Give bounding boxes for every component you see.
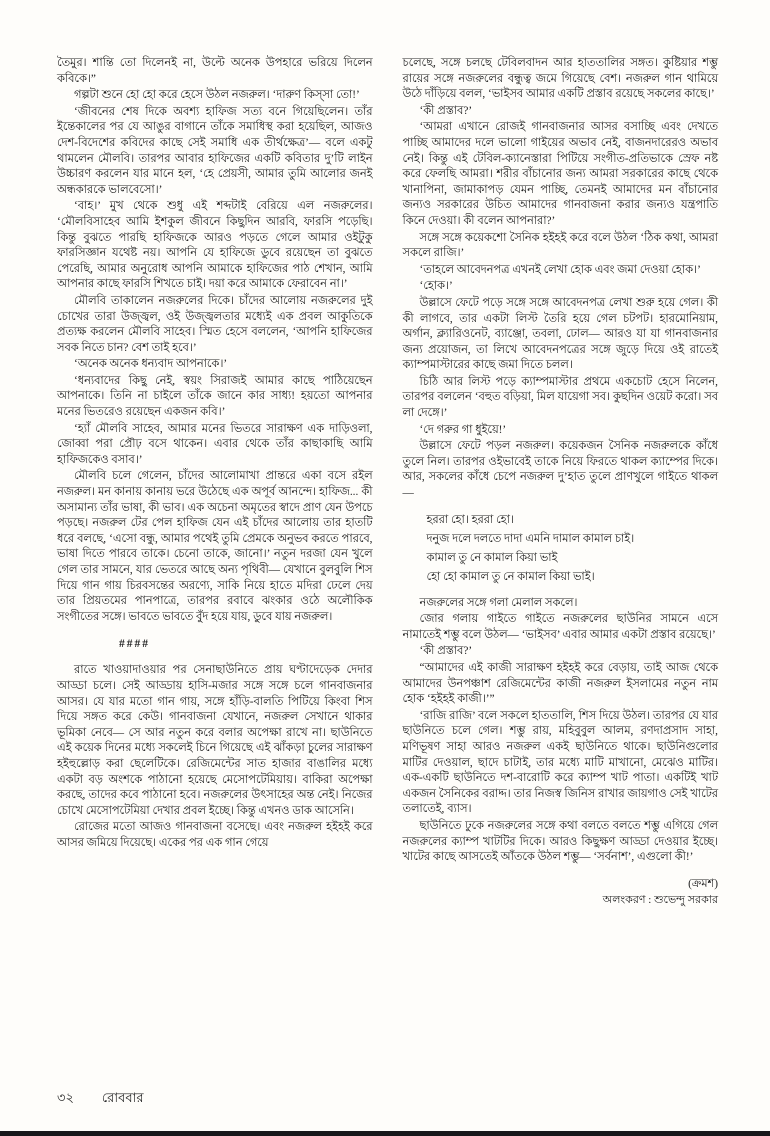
- verse-line: কামাল তু নে কামাল কিয়া ভাই: [426, 551, 558, 564]
- verse-line: হররা হো। হররা হো।: [426, 513, 514, 526]
- paragraph: তৈমুর। শান্তি তো দিলেনই না, উল্টে অনেক উপহারে ভরিয়ে দিলেন কবিকে।”: [57, 57, 373, 85]
- paragraph: রাতে খাওয়াদাওয়ার পর সেনাছাউনিতে প্রায় ঘণ্টাদেড়েক দেদার আড্ডা চলে। সেই আড্ডায় হাসি-মজার সঙ্গে সঙ্গে চলে গানবাজনার আসর। যে যার মতো গান গায়, সঙ্গে হাঁড়ি-বালতি পিটিয়ে কিংবা শিস দিয়ে সঙ্গত করে কেউ। গানবাজনা যেখানে, নজরুল সেখানে থাকার ভূমিকা নেবে— সে আর নতুন করে বলার অপেক্ষা রাখে না। ছাউনিতে এই কয়েক দিনের মধ্যে সকলেই চিনে গিয়েছে এই ঝাঁকড়া চুলের সারাক্ষণ হইহুল্লোড় করা ছেলেটিকে। রেজিমেন্টের সাত হাজার বাঙালির মধ্যে একটা বড় অংশকে পাঠানো হয়েছে মেসোপটেমিয়ায়। বাকিরা অপেক্ষা করছে, তাদের কবে পাঠানো হবে। নজরুলের উৎসাহের অন্ত নেই। নিজের চোখে মেসোপটেমিয়া দেখার প্রবল ইচ্ছে। কিন্তু এখনও ডাক আসেনি।: [57, 664, 373, 817]
- paragraph: গল্পটা শুনে হো হো করে হেসে উঠল নজরুল। ‘দারুণ কিস্সা তো!’: [74, 89, 360, 102]
- paragraph: ‘জীবনের শেষ দিকে অবশ্য হাফিজ সত্য বনে গিয়েছিলেন। তাঁর ইন্তেকালের পর যে আঙুর বাগানে তাঁকে সমাধিস্থ করা হয়েছিল, আজও দেশ-বিদেশের কবিদের কাছে সেই সমাধি এক তীর্থক্ষেত্র’— বলে একটু থামলেন মৌলবি। তারপর আবার হাফিজের একটি কবিতার দু’টি লাইন উচ্চারণ করলেন যার মানে হল, ‘হে প্রেয়সী, আমার তুমি আলোর জনই অন্ধকারকে ভালবেসো।’: [57, 105, 373, 196]
- text-columns: [57, 56, 718, 908]
- paragraph: চিঠি আর লিস্ট পড়ে ক্যাম্পমাস্টার প্রথমে একচোট হেসে নিলেন, তারপর বললেন ‘বহুত বড়িয়া, মিল যায়েগা সব। কুছদিন ওয়েট করো। সব লা দেঙ্গে।’: [402, 375, 718, 420]
- paragraph: রোজের মতো আজও গানবাজনা বসেছে। এবং নজরুল হইহই করে আসর জমিয়ে দিয়েছে। একের পর এক গান গেয়ে: [57, 821, 373, 849]
- song-verse: [427, 511, 719, 587]
- paragraph: সঙ্গে সঙ্গে কয়েকশো সৈনিক হইহই করে বলে উঠল ‘ঠিক কথা, আমরা সকলে রাজি।’: [402, 231, 718, 260]
- paragraph: ‘কী প্রস্তাব?’: [419, 104, 473, 117]
- paragraph: মৌলবি চলে গেলেন, চাঁদের আলোমাখা প্রান্তরে একা বসে রইল নজরুল। মন কানায় কানায় ভরে উঠেছে এক অপূর্ব আনন্দে। হাফিজ... কী অসামান্য তাঁর ভাষা, কী ভাব। এক অচেনা অমৃতের স্বাদে প্রাণ যেন উপচে পড়ছে। নজরুল টের পেল হাফিজ যেন এই চাঁদের আলোয় তার হাতটি ধরে বলছে, ‘এসো বন্ধু, আমার পথেই তুমি প্রেমকে অনুভব করতে পারবে, ভাষা দিতে পারবে তাকে। চেনো তাকে, জানো।’ নতুন দরজা যেন খুলে গেল তার সামনে, যার ভেতরে আছে অন্য পৃথিবী— যেখানে বুলবুলি শিস দিয়ে গান গায় চিরবসন্তের অরণ্যে, সাকি নিয়ে হাতে মদিরা ঢেলে দেয় তার প্রিয়তমের পানপাত্রে, তারপর রবাবে ঝংকার ওঠে অলৌকিক সংগীতের সঙ্গে। ভাবতে ভাবতে বুঁদ হয়ে যায়, ডুবে যায় নজরুল।: [57, 470, 373, 623]
- paragraph: মৌলবি তাকালেন নজরুলের দিকে। চাঁদের আলোয় নজরুলের দুই চোখের তারা উজ্জ্বল, ওই উজ্জ্বলতার মধ্যেই এক প্রবল আকুতিকে প্রত্যক্ষ করলেন মৌলবি সাহেব। স্মিত হেসে বললেন, ‘আপনি হাফিজের সবক নিতে চান? বেশ তাই হবে।’: [57, 294, 373, 354]
- paragraph: “আমাদের এই কাজী সারাক্ষণ হইহই করে বেড়ায়, তাই আজ থেকে আমাদের উনপঞ্চাশ রেজিমেন্টের কাজী নজরুল ইসলামের নতুন নাম হোক ‘হইহই কাজী।’”: [402, 662, 718, 706]
- paragraph: ‘হ্যাঁ মৌলবি সাহেব, আমার মনের ভিতরে সারাক্ষণ এক দাড়িওলা, জোব্বা পরা প্রৌঢ় বসে থাকেন। এবার থেকে তাঁর কাছাকাছি আমি হাফিজকেও বসাব।’: [57, 422, 373, 466]
- paragraph: চলেছে, সঙ্গে চলছে টেবিলবাদন আর হাততালির সঙ্গত। কুষ্টিয়ার শম্ভু রায়ের সঙ্গে নজরুলের বন্ধুত্ব জমে গিয়েছে বেশ। নজরুল গান থামিয়ে উঠে দাঁড়িয়ে বলল, ‘ভাইসব আমার একটি প্রস্তাব রয়েছে সকলের কাছে।’: [402, 57, 718, 101]
- paragraph: উল্লাসে ফেটে পড়ল নজরুল। কয়েকজন সৈনিক নজরুলকে কাঁধে তুলে নিল। তারপর ওইভাবেই তাকে নিয়ে ফিরতে থাকল ক্যাম্পের দিকে। আর, সকলের কাঁধে চেপে নজরুল দু’হাত তুলে প্রাণখুলে গাইতে থাকল—: [402, 440, 718, 500]
- verse-line: হো হো কামাল তু নে কামাল কিয়া ভাই।: [426, 570, 595, 583]
- verse-line: দনুজ দলে দলতে দাদা এমনি দামাল কামাল চাই।: [426, 532, 635, 545]
- paragraph: ‘তাহলে আবেদনপত্র এখনই লেখা হোক এবং জমা দেওয়া হোক।’: [419, 263, 701, 276]
- paragraph: ‘অনেক অনেক ধন্যবাদ আপনাকে।’: [74, 358, 228, 371]
- paragraph: ‘দে গরুর গা ধুইয়ে!’: [419, 423, 507, 436]
- end-matter: [403, 876, 719, 908]
- page-footer: [57, 1089, 144, 1110]
- magazine-title: রোববার: [101, 1090, 144, 1105]
- right-column: [403, 56, 719, 908]
- page-number: ৩২: [57, 1090, 74, 1105]
- paragraph: ‘হোক।’: [419, 280, 453, 293]
- left-column: [57, 56, 373, 908]
- paragraph: ‘বাহ।’ মুখ থেকে শুধু এই শব্দটাই বেরিয়ে এল নজরুলের। ‘মৌলবিসাহেব আমি ইশকুল জীবনে কিছুদিন আরবি, ফারসি পড়েছি। কিন্তু বুঝতে পারছি হাফিজকে আরও পড়তে গেলে আমার ওইটুকু ফারসিজ্ঞান যথেষ্ট নয়। আপনি যে হাফিজে ডুবে রয়েছেন তা বুঝতে পেরেছি, আমার অনুরোধ আপনি আমাকে হাফিজের পাঠ শেখান, আমি আপনার কাছে ফারসি শিখতে চাই। দয়া করে আমাকে ফেরাবেন না।’: [57, 200, 373, 291]
- section-separator: ####: [119, 638, 150, 651]
- scan-edge: [0, 1131, 770, 1136]
- paragraph: ‘আমরা এখানে রোজই গানবাজনার আসর বসাচ্ছি এবং দেখতে পাচ্ছি আমাদের দলে ভালো গাইয়ের অভাব নেই, বাজনদারেরও অভাব নেই। কিন্তু এই টেবিল-ক্যানেস্তারা পিটিয়ে সংগীত-প্রতিভাকে স্রেফ নষ্ট করে ফেলছি আমরা। শরীর বাঁচানোর জন্য আমরা সরকারের কাছে থেকে খানাপিনা, জামাকাপড় যেমন পাচ্ছি, তেমনই আমাদের মন বাঁচানোর জন্যও সরকারের উচিত আমাদের গানবাজনা করার জন্যও যন্ত্রপাতি কিনে দেওয়া। কী বলেন আপনারা?’: [402, 121, 718, 227]
- paragraph: জোর গলায় গাইতে গাইতে নজরুলের ছাউনির সামনে এসে নামাতেই শম্ভু বলে উঠল— ‘ভাইসব’ এবার আমার একটা প্রস্তাব রয়েছে।’: [402, 613, 718, 641]
- paragraph: ‘ধন্যবাদের কিছু নেই, স্বয়ং সিরাজই আমার কাছে পাঠিয়েছেন আপনাকে। তিনি না চাইলে তাঁকে জানে কার সাধ্য! হয়তো আপনার মনের ভিতরেও রয়েছেন একজন কবি।’: [57, 374, 373, 419]
- illustration-credit: অলংকরণ : শুভেন্দু সরকার: [602, 893, 718, 906]
- paragraph: ‘কী প্রস্তাব?’: [419, 645, 473, 658]
- paragraph: নজরুলের সঙ্গে গলা মেলাল সকলে।: [419, 596, 578, 609]
- to-be-continued-label: (ক্রমশ): [688, 877, 718, 890]
- paragraph: উল্লাসে ফেটে পড়ে সঙ্গে সঙ্গে আবেদনপত্র লেখা শুরু হয়ে গেল। কী কী লাগবে, তার একটা লিস্ট তৈরি হয়ে গেল চটপট। হারমোনিয়াম, অর্গান, ক্ল্যারিওনেট, ব্যাঞ্জো, তবলা, ঢোল— আরও যা যা গানবাজনার জন্য প্রয়োজন, তা লিখে আবেদনপত্রের সঙ্গে জুড়ে দিয়ে ওই রাতেই ক্যাম্পমাস্টারের কাছে জমা দিতে চলল।: [402, 296, 718, 372]
- paragraph: ‘রাজি রাজি’ বলে সকলে হাততালি, শিস দিয়ে উঠল। তারপর যে যার ছাউনিতে চলে গেল। শম্ভু রায়, মহিবুবুল আলম, রণদাপ্রসাদ সাহা, মণিভূষণ সাহা আরও নজরুল একই ছাউনিতে থাকে। ছাউনিগুলোর মাটির দেওয়াল, ছাদে চাটাই, তার মধ্যে মাটি মাখানো, মেঝেও মাটির। এক-একটি ছাউনিতে দশ-বারোটি করে ক্যাম্প খাট পাতা। একটিই খাট একজন সৈনিকের বরাদ্দ। তার নিজস্ব জিনিস রাখার জায়গাও সেই খাটের তলাতেই, ব্যাস।: [402, 709, 718, 816]
- paragraph: ছাউনিতে ঢুকে নজরুলের সঙ্গে কথা বলতে বলতে শম্ভু এগিয়ে গেল নজরুলের ক্যাম্প খাটটির দিকে। আরও কিছুক্ষণ আড্ডা দেওয়ার ইচ্ছে। খাটের কাছে আসতেই আঁতকে উঠল শম্ভু— ‘সর্বনাশ’, এগুলো কী!’: [402, 819, 718, 864]
